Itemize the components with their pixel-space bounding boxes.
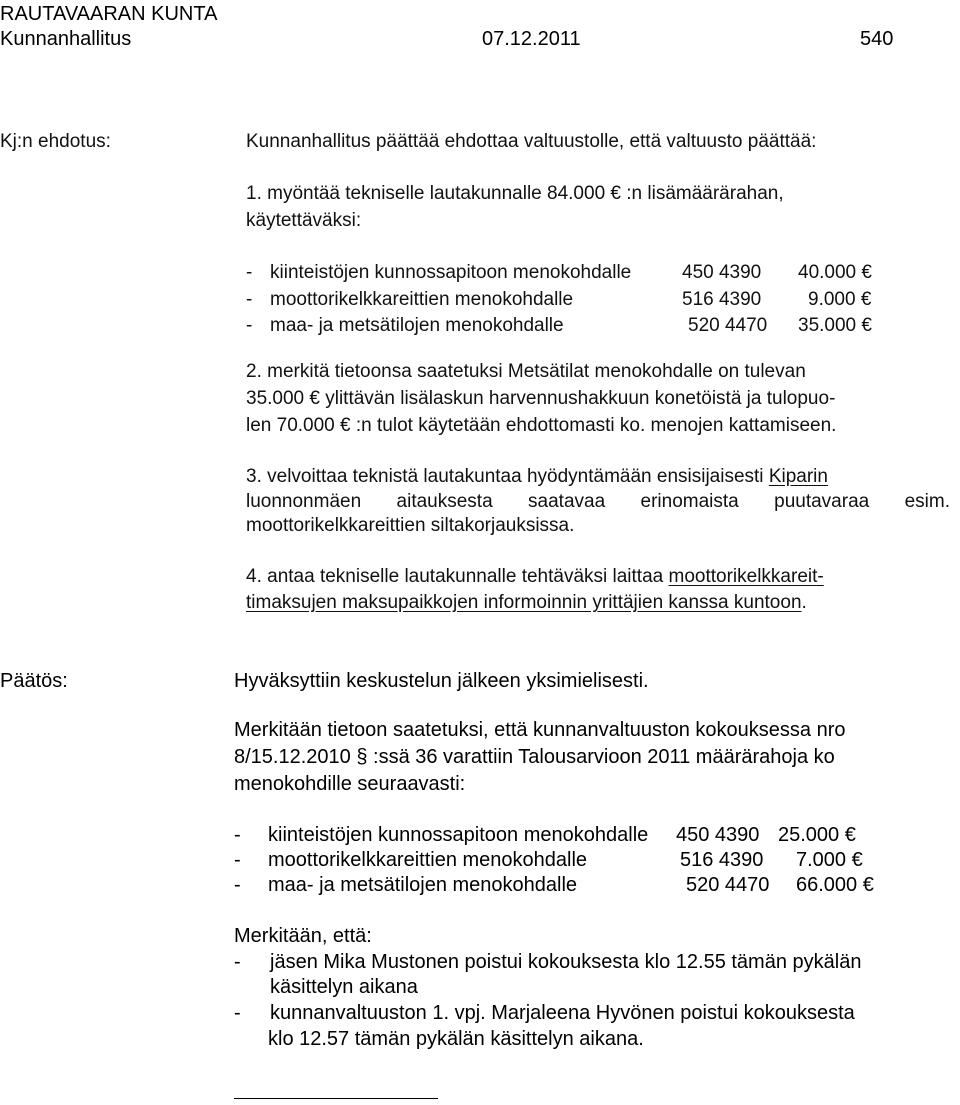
remark-dash: - [234,951,241,973]
row-code: 450 4390 [676,824,760,846]
row-dash: - [234,874,241,896]
item4-underlined-text: moottorikelkkareit- [668,566,824,587]
row-code: 516 4390 [680,849,764,871]
row-code: 520 4470 [686,874,770,896]
remark-line: klo 12.57 tämän pykälän käsittelyn aikana. [268,1028,644,1050]
item3-line2: luonnonmäen aitauksesta saatavaa erinomaista puutavaraa esim. [246,491,950,512]
row-dash: - [234,849,241,871]
proposal-intro: Kunnanhallitus päättää ehdottaa valtuustolle, että valtuusto päättää: [246,131,817,152]
item2-line3: len 70.000 € :n tulot käytetään ehdottomasti ko. menojen kattamiseen. [246,415,837,436]
row-dash: - [234,824,241,846]
row-name: moottorikelkkareittien menokohdalle [270,289,574,310]
decision-text: Hyväksyttiin keskustelun jälkeen yksimielisesti. [234,670,649,692]
row-amount: 7.000 € [796,849,863,871]
row-name: kiinteistöjen kunnossapitoon menokohdalle [268,824,649,846]
row-code: 450 4390 [682,262,762,283]
remark-dash: - [234,1002,241,1024]
org-name: RAUTAVAARAN KUNTA [0,3,218,25]
row-name: moottorikelkkareittien menokohdalle [268,849,588,871]
item3-line3: moottorikelkkareittien siltakorjauksissa. [246,515,575,536]
row-dash: - [246,262,253,283]
decision-note-line3: menokohdille seuraavasti: [234,773,466,795]
remark-line: kunnanvaltuuston 1. vpj. Marjaleena Hyvönen poistui kokouksesta [270,1002,855,1024]
item1-line2: käytettäväksi: [246,210,362,231]
row-name: maa- ja metsätilojen menokohdalle [270,315,564,336]
row-amount: 35.000 € [798,315,872,336]
remark-line: jäsen Mika Mustonen poistui kokouksesta klo 12.55 tämän pykälän [270,951,862,973]
item1-line1: 1. myöntää tekniselle lautakunnalle 84.000 € :n lisämäärärahan, [246,183,784,204]
row-amount: 9.000 € [808,289,872,310]
row-amount: 40.000 € [798,262,872,283]
row-amount: 25.000 € [778,824,856,846]
decision-note-line1: Merkitään tietoon saatetuksi, että kunnanvaltuuston kokouksessa nro [234,719,846,741]
item3-line1 [246,466,828,488]
row-dash: - [246,315,253,336]
item4-text: 4. antaa tekniselle lautakunnalle tehtäväksi laittaa [246,566,669,587]
meeting-date: 07.12.2011 [482,28,581,50]
signature-line [234,1098,438,1099]
row-code: 520 4470 [688,315,768,336]
decision-note-line2: 8/15.12.2010 § :ssä 36 varattiin Talousarvioon 2011 määrärahoja ko [234,746,835,768]
item3-text: 3. velvoittaa teknistä lautakuntaa hyödyntämään ensisijaisesti [246,466,769,487]
item4-period: . [801,592,807,613]
page-number: 540 [860,28,894,50]
remarks-title: Merkitään, että: [234,925,372,947]
row-amount: 66.000 € [796,874,874,896]
row-name: kiinteistöjen kunnossapitoon menokohdalle [270,262,632,283]
item4-line2 [246,592,807,614]
body-name: Kunnanhallitus [0,28,132,50]
row-dash: - [246,289,253,310]
item2-line2: 35.000 € ylittävän lisälaskun harvennushakkuun konetöistä ja tulopuo- [246,388,836,409]
row-code: 516 4390 [682,289,762,310]
item2-line1: 2. merkitä tietoonsa saatetuksi Metsätilat menokohdalle on tulevan [246,361,806,382]
item4-underlined-text: timaksujen maksupaikkojen informoinnin yrittäjien kanssa kuntoon [246,592,802,613]
item3-underlined-text: Kiparin [768,466,828,487]
proposal-label: Kj:n ehdotus: [0,131,111,152]
row-name: maa- ja metsätilojen menokohdalle [268,874,578,896]
item4-line1 [246,566,824,588]
remark-line: käsittelyn aikana [270,976,418,998]
decision-label: Päätös: [0,670,68,692]
